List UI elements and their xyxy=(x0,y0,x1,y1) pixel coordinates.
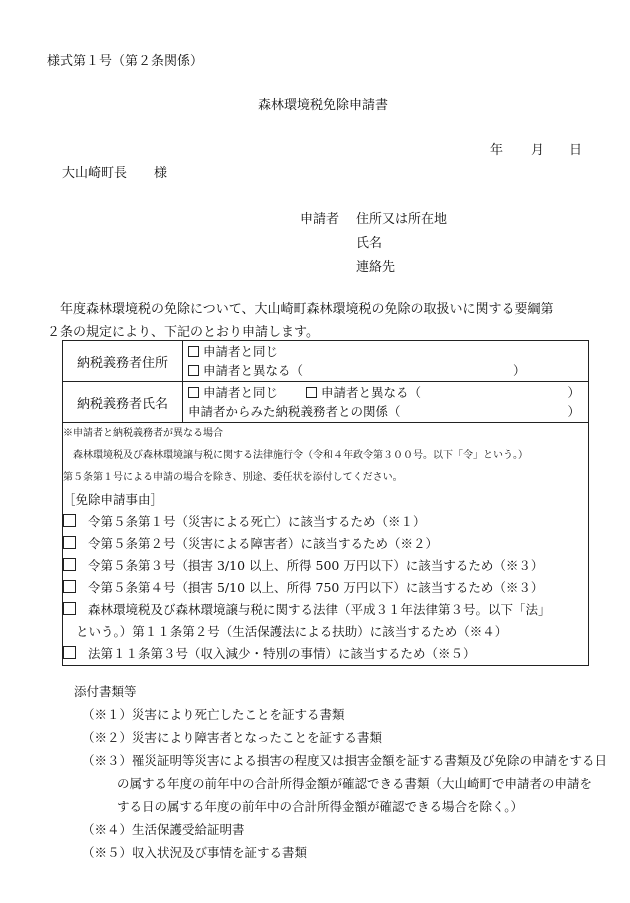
checkbox-reason-2[interactable] xyxy=(63,536,76,549)
address-option-different[interactable] xyxy=(183,361,588,380)
reason-label: 法第１１条第３号（収入減少・特別の事情）に該当するため（※５） xyxy=(88,646,476,661)
form-number: 様式第１号（第２条関係） xyxy=(47,54,204,69)
attachment-item-4: （※４）生活保護受給証明書 xyxy=(82,822,245,837)
checkbox-reason-5[interactable] xyxy=(63,602,76,615)
reason-item[interactable] xyxy=(63,533,588,555)
attachment-item-2: （※２）災害により障害者となったことを証する書類 xyxy=(82,730,383,745)
checkbox-reason-6[interactable] xyxy=(63,646,76,659)
address-option-same[interactable] xyxy=(183,342,588,361)
note-title: ※申請者と納税義務者が異なる場合 xyxy=(63,428,223,439)
reason-item[interactable] xyxy=(63,511,588,533)
reason-item[interactable] xyxy=(63,643,588,665)
taxpayer-name-label: 納税義務者氏名 xyxy=(63,382,183,423)
intro-line-2: ２条の規定により、下記のとおり申請します。 xyxy=(47,325,319,340)
reason-label: 令第５条第１号（災害による死亡）に該当するため（※１） xyxy=(88,514,426,529)
reason-item[interactable] xyxy=(63,599,588,621)
checkbox-name-different[interactable] xyxy=(306,387,317,398)
checkbox-reason-4[interactable] xyxy=(63,580,76,593)
relation-label: 申請者からみた納税義務者との関係（ xyxy=(188,404,401,419)
attachments-section xyxy=(74,680,607,864)
address-option-same-label: 申請者と同じ xyxy=(203,344,279,359)
reasons-section xyxy=(63,423,589,666)
name-option-same-label: 申請者と同じ xyxy=(203,385,279,400)
applicant-name-label: 氏名 xyxy=(356,236,383,251)
applicant-contact-label: 連絡先 xyxy=(356,260,396,275)
date-month-label: 月 xyxy=(531,143,545,158)
relation-row xyxy=(183,402,588,421)
checkbox-address-different[interactable] xyxy=(188,365,199,376)
close-paren: ） xyxy=(513,363,526,378)
address-option-different-label: 申請者と異なる（ xyxy=(203,363,304,378)
applicant-address-label: 住所又は所在地 xyxy=(356,212,448,227)
reason-label: 令第５条第３号（損害 3/10 以上、所得 500 万円以下）に該当するため（※３） xyxy=(88,558,544,573)
reason-item-continuation: という。）第１１条第２号（生活保護法による扶助）に該当するため（※４） xyxy=(76,624,508,639)
checkbox-name-same[interactable] xyxy=(188,387,199,398)
taxpayer-address-label: 納税義務者住所 xyxy=(63,341,183,382)
close-paren: ） xyxy=(567,404,580,419)
attachments-title: 添付書類等 xyxy=(74,684,137,699)
date-year-label: 年 xyxy=(490,143,504,158)
attachment-item-1: （※１）災害により死亡したことを証する書類 xyxy=(82,707,345,722)
checkbox-reason-1[interactable] xyxy=(63,514,76,527)
close-paren: ） xyxy=(567,385,580,400)
attachment-item-3: （※３）罹災証明等災害による損害の程度又は損害金額を証する書類及び免除の申請をする日 xyxy=(82,753,608,768)
intro-line-1: 年度森林環境税の免除について、大山崎町森林環境税の免除の取扱いに関する要綱第 xyxy=(47,302,554,317)
name-option-different-label: 申請者と異なる（ xyxy=(320,385,421,400)
note-line-1: 森林環境税及び森林環境譲与税に関する法律施行令（令和４年政令第３００号。以下「令」という。） xyxy=(63,450,528,461)
attachment-item-3-cont-1: の属する年度の前年中の合計所得金額が確認できる書類（大山崎町で申請者の申請を xyxy=(117,776,593,791)
date-day-label: 日 xyxy=(569,143,583,158)
reason-label: 令第５条第４号（損害 5/10 以上、所得 750 万円以下）に該当するため（※３） xyxy=(88,580,544,595)
addressee: 大山崎町長 xyxy=(62,166,128,181)
reason-item[interactable] xyxy=(63,577,588,599)
applicant-label: 申請者 xyxy=(300,212,340,227)
note-line-2: 第５条第１号による申請の場合を除き、別途、委任状を添付してください。 xyxy=(63,472,403,483)
reason-label: 森林環境税及び森林環境譲与税に関する法律（平成３１年法律第３号。以下「法」 xyxy=(88,602,551,617)
reason-item[interactable] xyxy=(63,555,588,577)
application-table xyxy=(62,340,589,666)
addressee-honorific: 様 xyxy=(154,166,168,181)
checkbox-address-same[interactable] xyxy=(188,346,199,357)
page-title: 森林環境税免除申請書 xyxy=(258,98,389,113)
attachment-item-3-cont-2: する日の属する年度の前年中の合計所得金額が確認できる場合を除く。） xyxy=(117,799,524,814)
checkbox-reason-3[interactable] xyxy=(63,558,76,571)
attachment-item-5: （※５）収入状況及び事情を証する書類 xyxy=(82,845,308,860)
reasons-title: ［免除申請事由］ xyxy=(63,492,164,507)
reason-label: 令第５条第２号（災害による障害者）に該当するため（※２） xyxy=(88,536,439,551)
name-options xyxy=(183,383,588,402)
